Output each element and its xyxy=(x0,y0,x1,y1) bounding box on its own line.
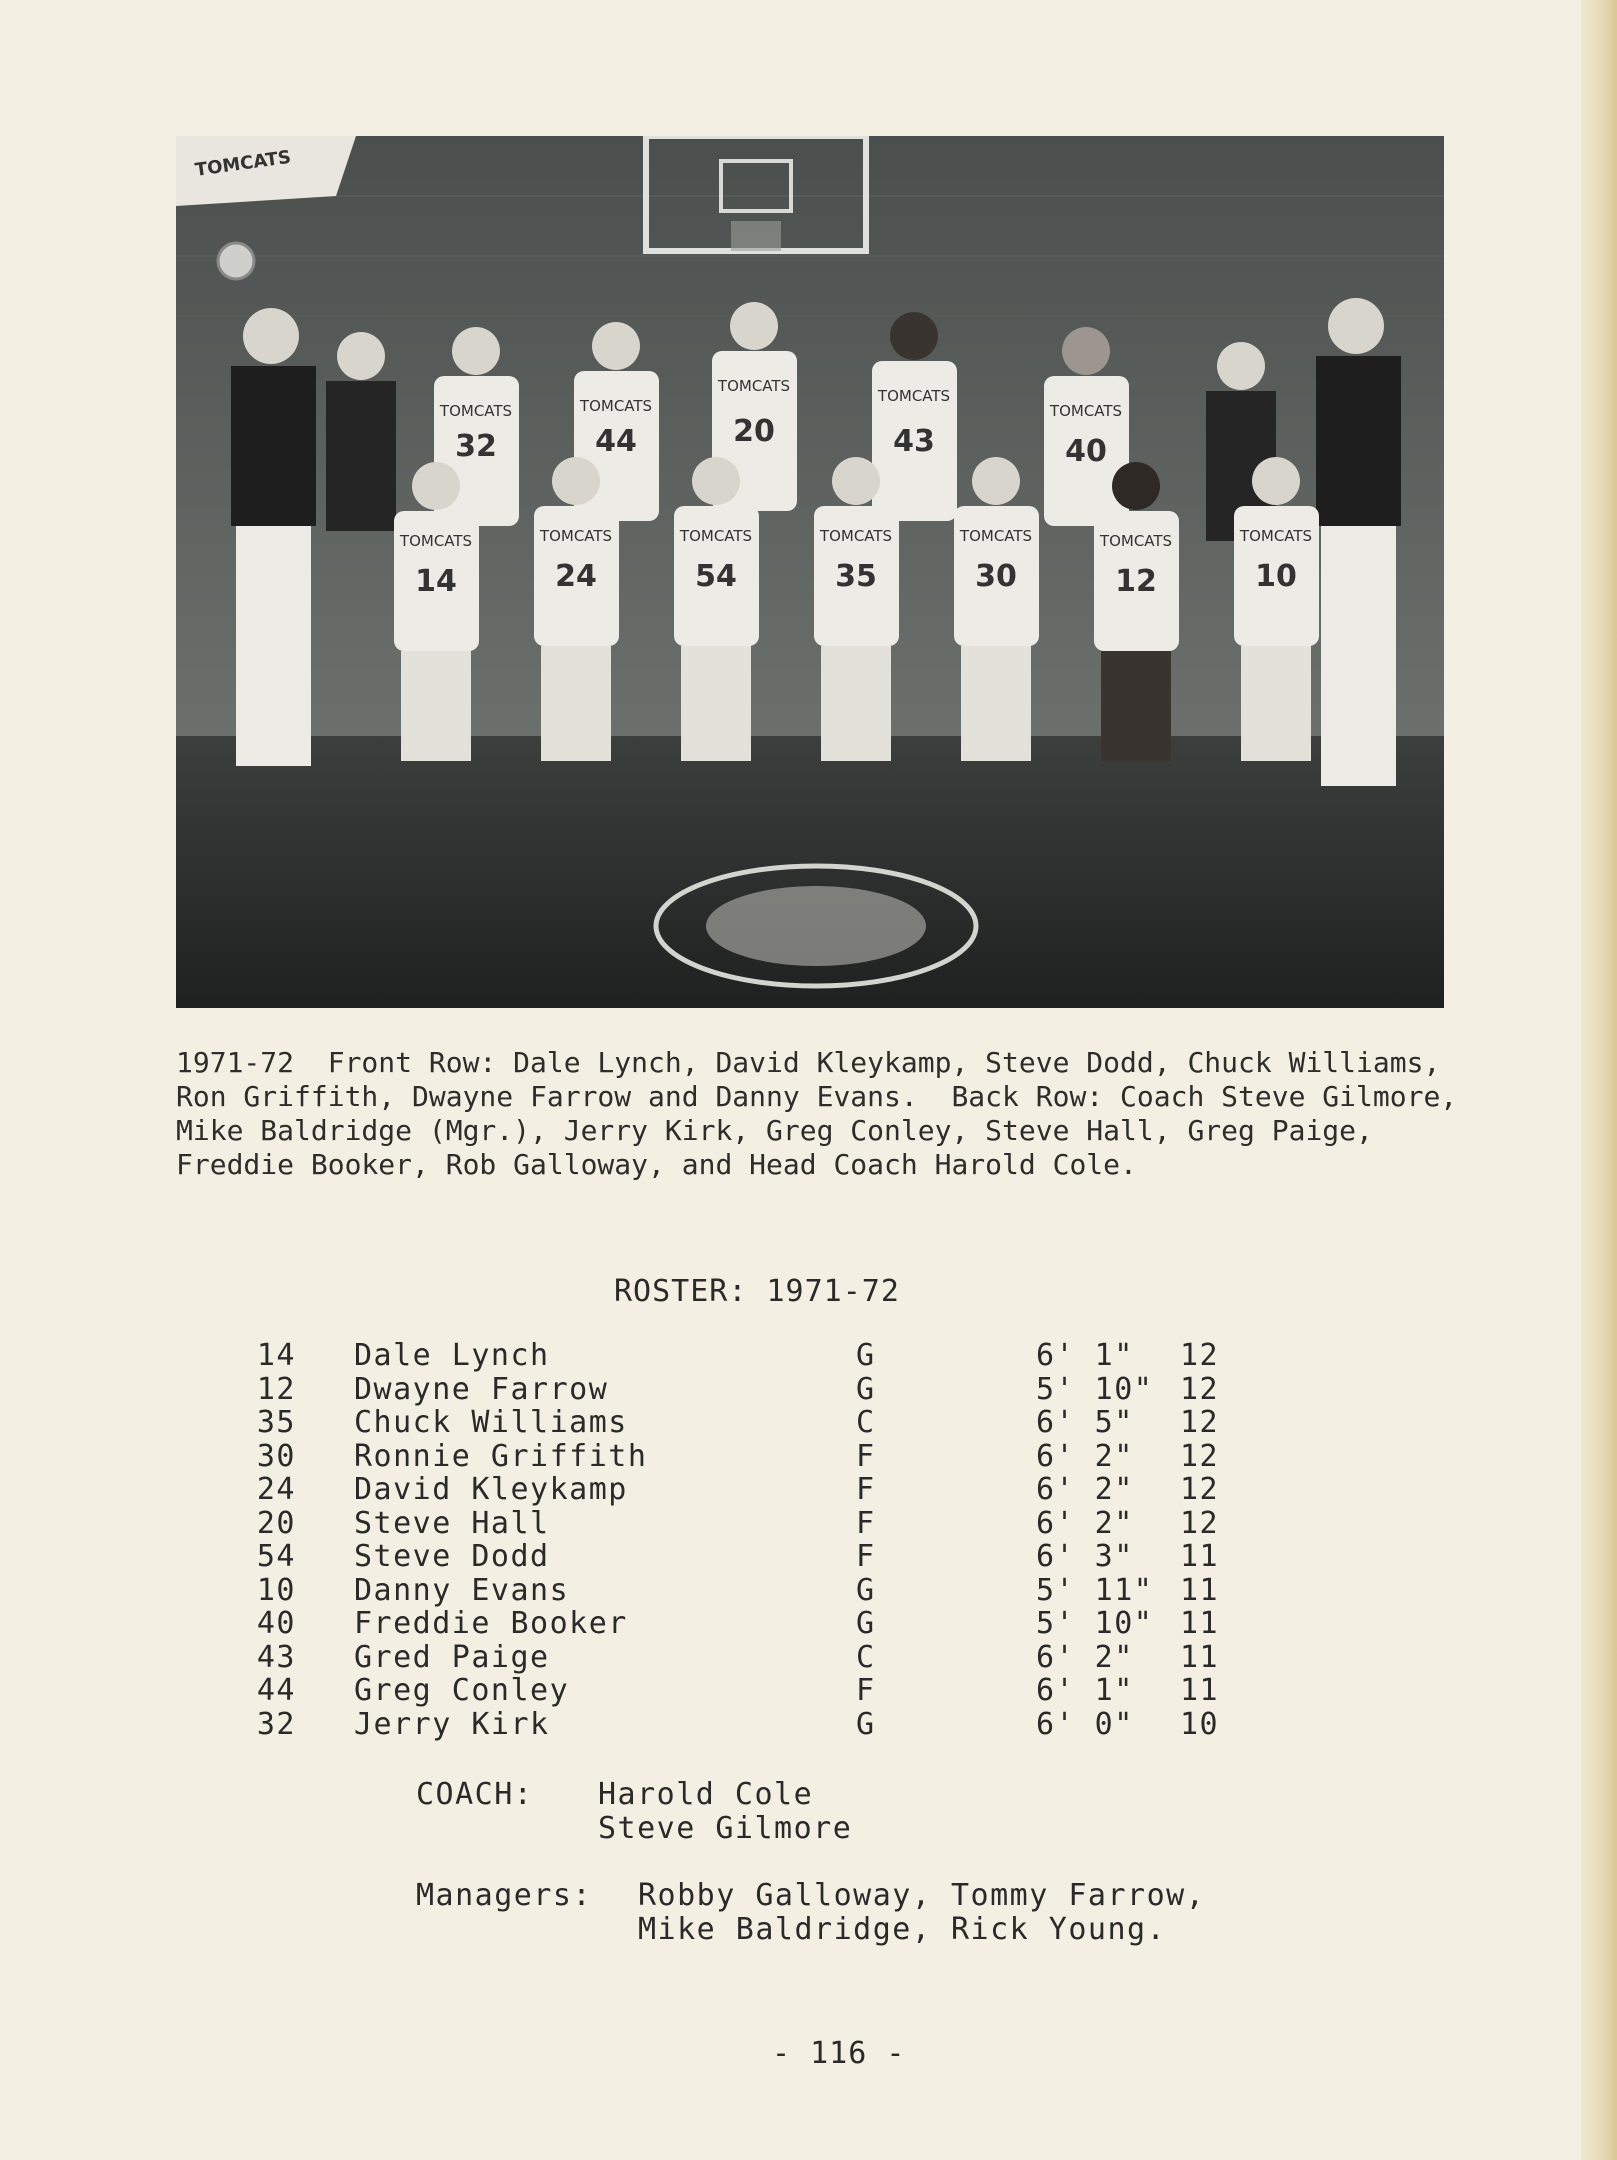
svg-text:24: 24 xyxy=(555,559,597,594)
svg-text:TOMCATS: TOMCATS xyxy=(877,387,951,405)
svg-text:30: 30 xyxy=(975,559,1017,594)
player-height: 6' 2" xyxy=(1036,1639,1134,1675)
player-name: Dwayne Farrow xyxy=(354,1371,609,1407)
player-number: 30 xyxy=(256,1438,296,1474)
page-number: - 116 - xyxy=(772,2036,906,2071)
player-height: 6' 0" xyxy=(1036,1706,1134,1742)
player-number: 24 xyxy=(256,1472,296,1507)
managers-line: Robby Galloway, Tommy Farrow, xyxy=(638,1878,1206,1913)
photo-caption: 1971-72 Front Row: Dale Lynch, David Kleykamp, Steve Dodd, Chuck Williams, Ron Griffith, Dwayne Farrow and Danny Evans. Back Row: Coach Steve Gilmore, Mike Baldridge (Mgr.), Jerry Kirk, Greg Conley, Steve Hall, Greg Paige, Freddie Booker, Rob Galloway, and Head Coach Harold Cole. xyxy=(176,1046,1458,1181)
player-position: F xyxy=(856,1673,876,1708)
player-position: F xyxy=(856,1438,876,1474)
player-number: 12 xyxy=(256,1371,296,1407)
svg-text:54: 54 xyxy=(695,559,737,594)
svg-text:40: 40 xyxy=(1065,434,1107,469)
svg-text:44: 44 xyxy=(595,424,637,459)
player-height: 6' 1" xyxy=(1036,1338,1134,1373)
svg-text:14: 14 xyxy=(415,564,457,599)
player-name: Dale Lynch xyxy=(354,1338,550,1373)
coach-label: COACH: xyxy=(416,1777,534,1812)
player-name: Danny Evans xyxy=(354,1572,570,1608)
svg-text:43: 43 xyxy=(893,424,935,459)
player-number: 20 xyxy=(256,1505,296,1541)
player-name: Chuck Williams xyxy=(354,1405,628,1440)
pennant-text: TOMCATS xyxy=(193,146,293,181)
player-grade: 12 xyxy=(1180,1505,1220,1541)
player-grade: 12 xyxy=(1180,1338,1220,1373)
player-position: G xyxy=(856,1706,876,1742)
player-number: 54 xyxy=(256,1539,296,1574)
player-position: F xyxy=(856,1472,876,1507)
tomcats-pennant xyxy=(176,136,356,206)
player-name: Ronnie Griffith xyxy=(354,1438,648,1474)
player-position: G xyxy=(856,1606,876,1641)
player-name: David Kleykamp xyxy=(354,1472,628,1507)
player-position: G xyxy=(856,1338,876,1373)
player-name: Greg Conley xyxy=(354,1673,570,1708)
player-name: Gred Paige xyxy=(354,1639,550,1675)
player-grade: 11 xyxy=(1180,1606,1220,1641)
page-binding-edge xyxy=(1581,0,1617,2160)
player-grade: 11 xyxy=(1180,1639,1220,1675)
player-grade: 12 xyxy=(1180,1438,1220,1474)
player-grade: 12 xyxy=(1180,1405,1220,1440)
svg-text:TOMCATS: TOMCATS xyxy=(399,532,473,550)
svg-text:10: 10 xyxy=(1255,559,1297,594)
head-coach-figure xyxy=(231,308,316,766)
team-photo-illustration xyxy=(176,136,1444,1008)
player-grade: 12 xyxy=(1180,1472,1220,1507)
svg-text:20: 20 xyxy=(733,414,775,449)
svg-text:TOMCATS: TOMCATS xyxy=(579,397,653,415)
player-position: F xyxy=(856,1539,876,1574)
player-position: G xyxy=(856,1371,876,1407)
coach-name: Steve Gilmore xyxy=(598,1811,853,1846)
player-position: C xyxy=(856,1639,876,1675)
player-name: Freddie Booker xyxy=(354,1606,628,1641)
player-height: 6' 1" xyxy=(1036,1673,1134,1708)
player-height: 5' 10" xyxy=(1036,1371,1154,1407)
team-photo xyxy=(176,136,1444,1008)
svg-text:12: 12 xyxy=(1115,564,1157,599)
player-number: 35 xyxy=(256,1405,296,1440)
player-height: 6' 5" xyxy=(1036,1405,1134,1440)
managers-label: Managers: xyxy=(416,1878,593,1913)
svg-text:TOMCATS: TOMCATS xyxy=(819,527,893,545)
player-height: 6' 2" xyxy=(1036,1505,1134,1541)
assistant-coach-figure xyxy=(1316,298,1401,786)
coach-name: Harold Cole xyxy=(598,1777,814,1812)
wall-clock xyxy=(218,243,254,279)
svg-text:TOMCATS: TOMCATS xyxy=(439,402,513,420)
managers-line: Mike Baldridge, Rick Young. xyxy=(638,1912,1167,1947)
player-grade: 11 xyxy=(1180,1673,1220,1708)
svg-text:TOMCATS: TOMCATS xyxy=(1239,527,1313,545)
player-position: G xyxy=(856,1572,876,1608)
player-grade: 12 xyxy=(1180,1371,1220,1407)
player-grade: 11 xyxy=(1180,1539,1220,1574)
svg-text:TOMCATS: TOMCATS xyxy=(959,527,1033,545)
svg-text:35: 35 xyxy=(835,559,877,594)
player-position: C xyxy=(856,1405,876,1440)
svg-text:TOMCATS: TOMCATS xyxy=(1099,532,1173,550)
player-number: 40 xyxy=(256,1606,296,1641)
player-number: 32 xyxy=(256,1706,296,1742)
svg-text:TOMCATS: TOMCATS xyxy=(717,377,791,395)
svg-text:TOMCATS: TOMCATS xyxy=(679,527,753,545)
player-height: 6' 2" xyxy=(1036,1438,1134,1474)
player-height: 6' 3" xyxy=(1036,1539,1134,1574)
svg-text:32: 32 xyxy=(455,429,497,464)
player-number: 10 xyxy=(256,1572,296,1608)
player-grade: 10 xyxy=(1180,1706,1220,1742)
player-number: 44 xyxy=(256,1673,296,1708)
player-number: 43 xyxy=(256,1639,296,1675)
roster-title: ROSTER: 1971-72 xyxy=(614,1274,900,1309)
player-height: 5' 11" xyxy=(1036,1572,1154,1608)
player-height: 5' 10" xyxy=(1036,1606,1154,1641)
player-name: Steve Hall xyxy=(354,1505,550,1541)
svg-text:TOMCATS: TOMCATS xyxy=(539,527,613,545)
player-number: 14 xyxy=(256,1338,296,1373)
player-name: Steve Dodd xyxy=(354,1539,550,1574)
player-name: Jerry Kirk xyxy=(354,1706,550,1742)
player-position: F xyxy=(856,1505,876,1541)
player-grade: 11 xyxy=(1180,1572,1220,1608)
player-height: 6' 2" xyxy=(1036,1472,1134,1507)
svg-text:TOMCATS: TOMCATS xyxy=(1049,402,1123,420)
